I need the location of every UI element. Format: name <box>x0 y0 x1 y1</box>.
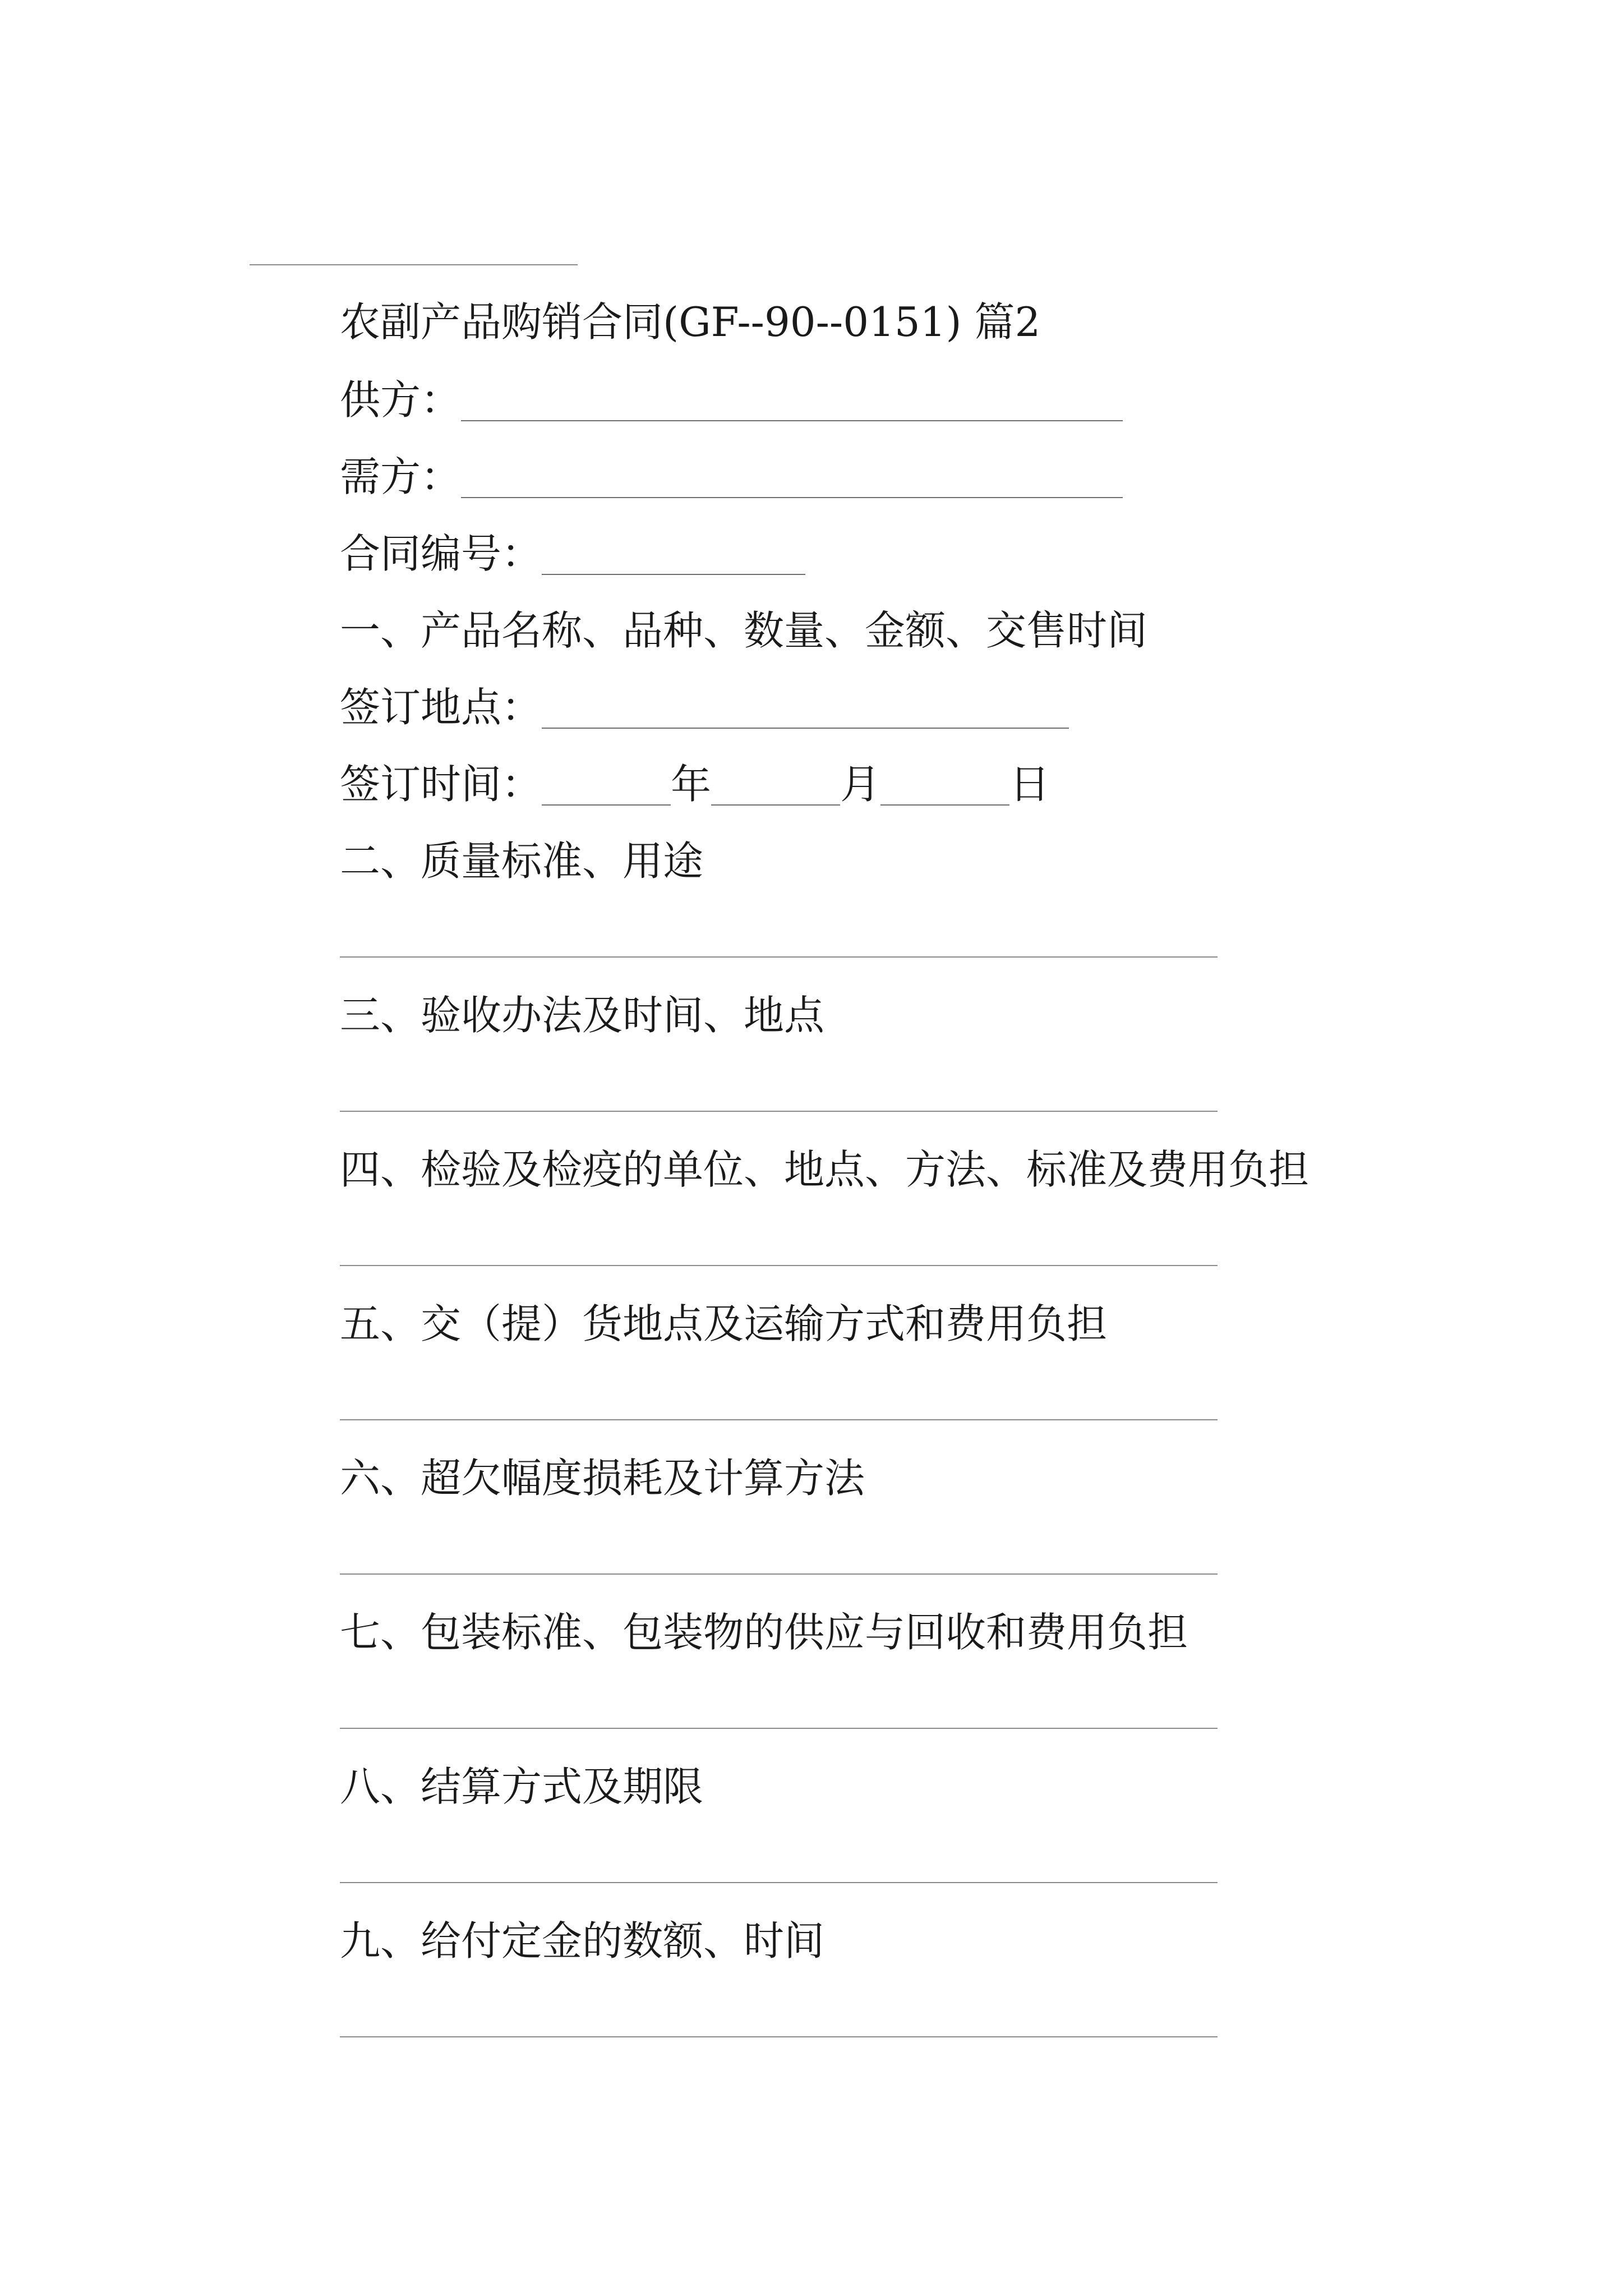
answer-line-8[interactable] <box>340 1882 1218 1883</box>
section-heading-7-text: 七、包装标准、包装物的供应与回收和费用负担 <box>340 1609 1188 1656</box>
sign-month-field[interactable] <box>711 769 840 806</box>
answer-line-7[interactable] <box>340 1728 1218 1729</box>
section-heading-9-text: 九、给付定金的数额、时间 <box>340 1917 825 1964</box>
section-heading-6-text: 六、超欠幅度损耗及计算方法 <box>340 1455 865 1502</box>
supplier-label: 供方： <box>340 376 462 424</box>
buyer-field[interactable] <box>461 461 1123 498</box>
contract-no-row <box>340 526 805 582</box>
document-title <box>340 294 1040 350</box>
document-title-text: 农副产品购销合同(GF--90--0151) 篇2 <box>340 298 1041 346</box>
sign-place-field[interactable] <box>542 692 1069 729</box>
section-heading-2 <box>340 833 703 889</box>
sign-year-field[interactable] <box>542 769 671 806</box>
sign-time-label: 签订时间： <box>340 761 542 808</box>
answer-line-5[interactable] <box>340 1419 1218 1420</box>
supplier-row <box>340 372 1123 428</box>
section-heading-4 <box>340 1142 1309 1198</box>
section-heading-8 <box>340 1759 703 1815</box>
buyer-label: 需方： <box>340 453 462 500</box>
month-label: 月 <box>840 761 881 808</box>
sign-place-row <box>340 679 1069 735</box>
section-heading-4-text: 四、检验及检疫的单位、地点、方法、标准及费用负担 <box>340 1146 1310 1193</box>
supplier-field[interactable] <box>461 384 1123 421</box>
sign-place-label: 签订地点： <box>340 684 542 731</box>
section-heading-1-text: 一、产品名称、品种、数量、金额、交售时间 <box>340 607 1148 654</box>
year-label: 年 <box>671 761 712 808</box>
section-heading-1 <box>340 602 1147 659</box>
section-heading-6 <box>340 1450 865 1506</box>
answer-line-4[interactable] <box>340 1265 1218 1266</box>
answer-line-2[interactable] <box>340 956 1218 958</box>
answer-line-9[interactable] <box>340 2036 1218 2037</box>
answer-line-3[interactable] <box>340 1111 1218 1112</box>
section-heading-7 <box>340 1604 1188 1660</box>
section-heading-5 <box>340 1296 1107 1352</box>
section-heading-3-text: 三、验收办法及时间、地点 <box>340 992 825 1039</box>
section-heading-8-text: 八、结算方式及期限 <box>340 1763 704 1810</box>
day-label: 日 <box>1009 761 1050 808</box>
header-rule <box>250 264 578 265</box>
contract-no-field[interactable] <box>542 538 805 575</box>
section-heading-5-text: 五、交（提）货地点及运输方式和费用负担 <box>340 1300 1108 1347</box>
section-heading-3 <box>340 987 824 1043</box>
answer-line-6[interactable] <box>340 1573 1218 1575</box>
sign-time-row <box>340 756 1050 812</box>
contract-no-label: 合同编号： <box>340 530 542 577</box>
sign-day-field[interactable] <box>880 769 1009 806</box>
section-heading-2-text: 二、质量标准、用途 <box>340 838 704 885</box>
buyer-row <box>340 449 1123 505</box>
section-heading-9 <box>340 1913 824 1969</box>
